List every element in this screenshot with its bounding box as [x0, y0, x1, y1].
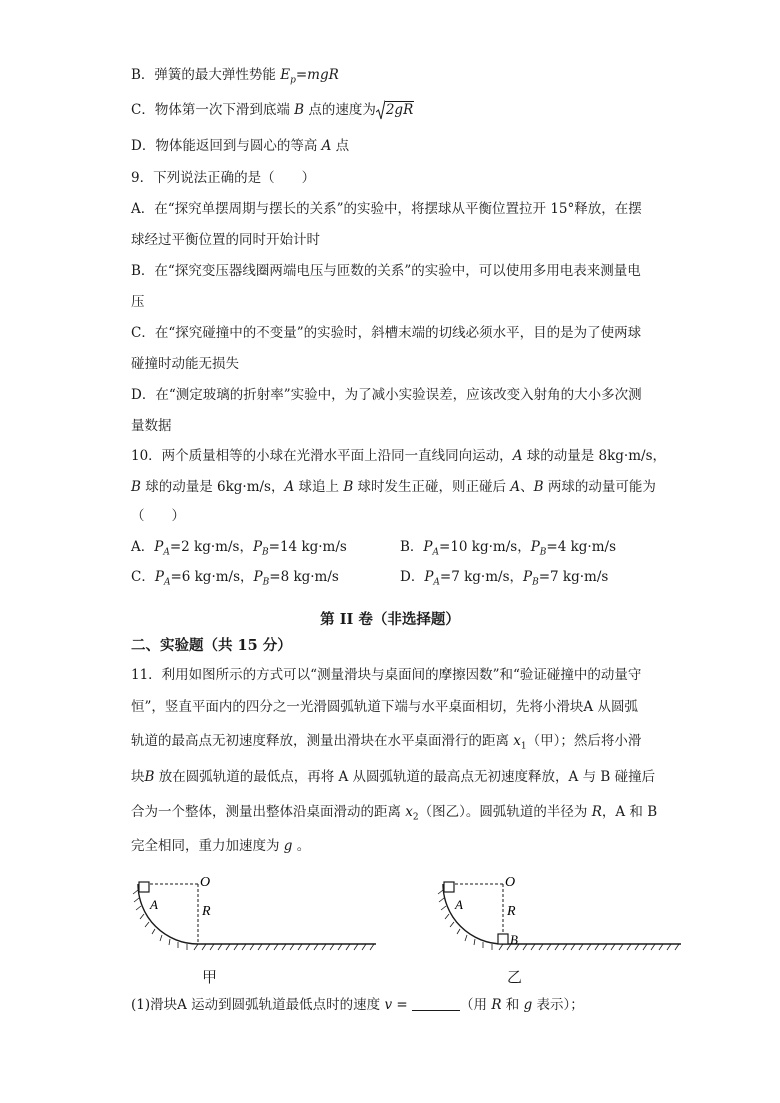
q8-option-d: D．物体能返回到与圆心的等高 A 点 [131, 138, 350, 154]
q10-answer-bracket: （ ） [131, 508, 185, 524]
ground-hatching [194, 944, 374, 950]
label-o: O [505, 875, 516, 890]
q9-option-a-line2: 球经过平衡位置的同时开始计时 [131, 232, 320, 248]
figure-jia-caption: 甲 [202, 968, 218, 986]
answer-blank[interactable] [412, 996, 460, 1011]
q9-option-b-line1: B．在“探究变压器线圈两端电压与匝数的关系”的实验中，可以使用多用电表来测量电 [131, 263, 641, 279]
q9-option-b-line2: 压 [131, 294, 145, 310]
q9-option-d-line1: D．在“测定玻璃的折射率”实验中，为了减小实验误差，应该改变入射角的大小多次测 [131, 387, 642, 403]
q10-option-d: D．$P_A=7$ kg·m/s，$P_B=7$ kg·m/s [400, 569, 609, 588]
block-a [444, 882, 454, 892]
q11-stem-line2: 恒”，竖直平面内的四分之一光滑圆弧轨道下端与水平桌面相切，先将小滑块A 从圆弧 [131, 699, 638, 715]
label-b: B [510, 932, 518, 947]
q11-stem-line6: 完全相同，重力加速度为 g 。 [131, 838, 311, 854]
figure-jia-diagram [128, 870, 388, 960]
q9-option-c-line1: C．在“探究碰撞中的不变量”的实验时，斜槽末端的切线必须水平，目的是为了使两球 [131, 325, 642, 341]
q11-subquestion-1: (1)滑块A 运动到圆弧轨道最低点时的速度 v = （用 R 和 g 表示）； [131, 997, 584, 1013]
ground-hatching [499, 944, 679, 950]
block-b [498, 934, 508, 944]
q9-stem: 9．下列说法正确的是（ ） [131, 170, 316, 186]
arc-track [138, 884, 198, 944]
q11-stem-line5: 合为一个整体，测量出整体沿桌面滑动的距离 $x_2$（图乙）。圆弧轨道的半径为 R，A 和 B [131, 804, 658, 823]
label-r: R [202, 904, 211, 919]
q8-option-c: C．物体第一次下滑到底端 B 点的速度为 2gR [131, 102, 414, 118]
q10-option-a: A．$P_A=2$ kg·m/s，$P_B=14$ kg·m/s [131, 539, 347, 558]
q9-option-c-line2: 碰撞时动能无损失 [131, 356, 239, 372]
label-a: A [150, 897, 158, 912]
q11-stem-line1: 11．利用如图所示的方式可以“测量滑块与桌面间的摩擦因数”和“验证碰撞中的动量守 [131, 667, 642, 683]
figure-yi-caption: 乙 [507, 968, 523, 986]
q8-option-b: B．弹簧的最大弹性势能 $E_p=mgR$ [131, 67, 339, 86]
sqrt-expression: 2gR [376, 100, 414, 120]
label-r: R [507, 904, 516, 919]
q10-stem-line1: 10．两个质量相等的小球在光滑水平面上沿同一直线同向运动，A 球的动量是 8kg·m/s， [131, 448, 667, 464]
label-o: O [200, 875, 211, 890]
q9-option-a-line1: A．在“探究单摆周期与摆长的关系”的实验中，将摆球从平衡位置拉开 15°释放，在摆 [131, 201, 642, 217]
q10-option-b: B．$P_A=10$ kg·m/s，$P_B=4$ kg·m/s [400, 539, 617, 558]
label-a: A [455, 897, 463, 912]
figure-yi-diagram [433, 870, 693, 960]
q11-stem-line3: 轨道的最高点无初速度释放，测量出滑块在水平桌面滑行的距离 $x_1$（甲）；然后将小滑 [131, 733, 642, 752]
block-a [139, 882, 149, 892]
part2-title: 第 II 卷（非选择题） [320, 611, 460, 628]
arc-track [443, 884, 503, 944]
q9-option-d-line2: 量数据 [131, 418, 172, 434]
q10-stem-line2: B 球的动量是 6kg·m/s，A 球追上 B 球时发生正碰，则正碰后 A、B 两球的动量可能为 [131, 479, 656, 495]
q11-stem-line4: 块B 放在圆弧轨道的最低点，再将 A 从圆弧轨道的最高点无初速度释放，A 与 B 碰撞后 [131, 769, 656, 785]
q10-option-c: C．$P_A=6$ kg·m/s，$P_B=8$ kg·m/s [131, 569, 339, 588]
section-heading: 二、实验题（共 15 分） [131, 637, 292, 654]
